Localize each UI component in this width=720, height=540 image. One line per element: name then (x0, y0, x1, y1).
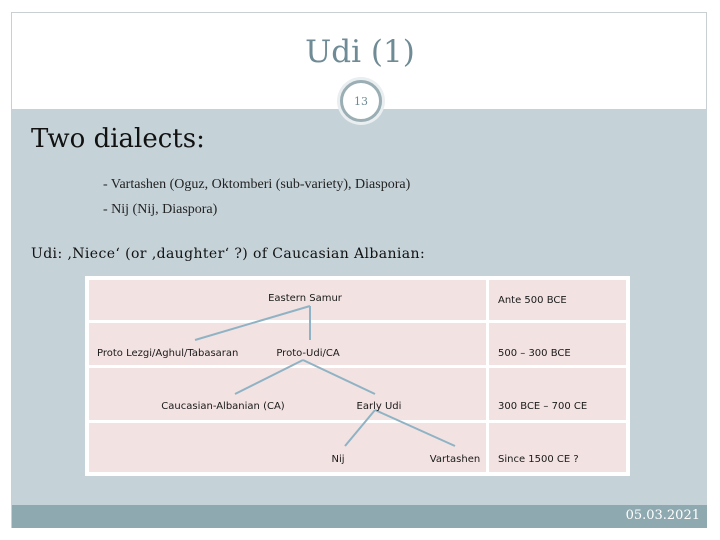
node-nij: Nij (331, 454, 345, 465)
cell-row3-tree (89, 368, 486, 420)
cell-row3-period (489, 368, 626, 420)
node-early-udi: Early Udi (356, 401, 402, 412)
subheading: Udi: ‚Niece‘ (or ‚daughter‘ ?) of Caucasian Albanian: (31, 246, 426, 262)
bullet-vartashen: - Vartashen (Oguz, Oktomberi (sub-variety), Diaspora) (103, 177, 411, 192)
node-proto-lezgi: Proto Lezgi/Aghul/Tabasaran (97, 348, 239, 359)
period-500-300-bce: 500 – 300 BCE (498, 348, 571, 359)
slide-number: 13 (340, 80, 382, 122)
cell-row4-tree (89, 423, 486, 472)
slide-date: 05.03.2021 (625, 508, 700, 523)
node-proto-udi-ca: Proto-Udi/CA (276, 348, 340, 359)
bullet-nij: - Nij (Nij, Diaspora) (103, 202, 218, 217)
node-vartashen: Vartashen (429, 454, 481, 465)
node-eastern-samur: Eastern Samur (268, 293, 342, 304)
heading: Two dialects: (31, 124, 205, 154)
period-300bce-700ce: 300 BCE – 700 CE (498, 401, 588, 412)
node-caucasian-albanian: Caucasian-Albanian (CA) (161, 401, 285, 412)
dialect-tree-diagram (85, 276, 630, 476)
slide-title: Udi (1) (305, 34, 415, 70)
period-since-1500-ce: Since 1500 CE ? (498, 454, 579, 465)
footer-bar (12, 505, 707, 528)
period-ante-500-bce: Ante 500 BCE (498, 295, 567, 306)
